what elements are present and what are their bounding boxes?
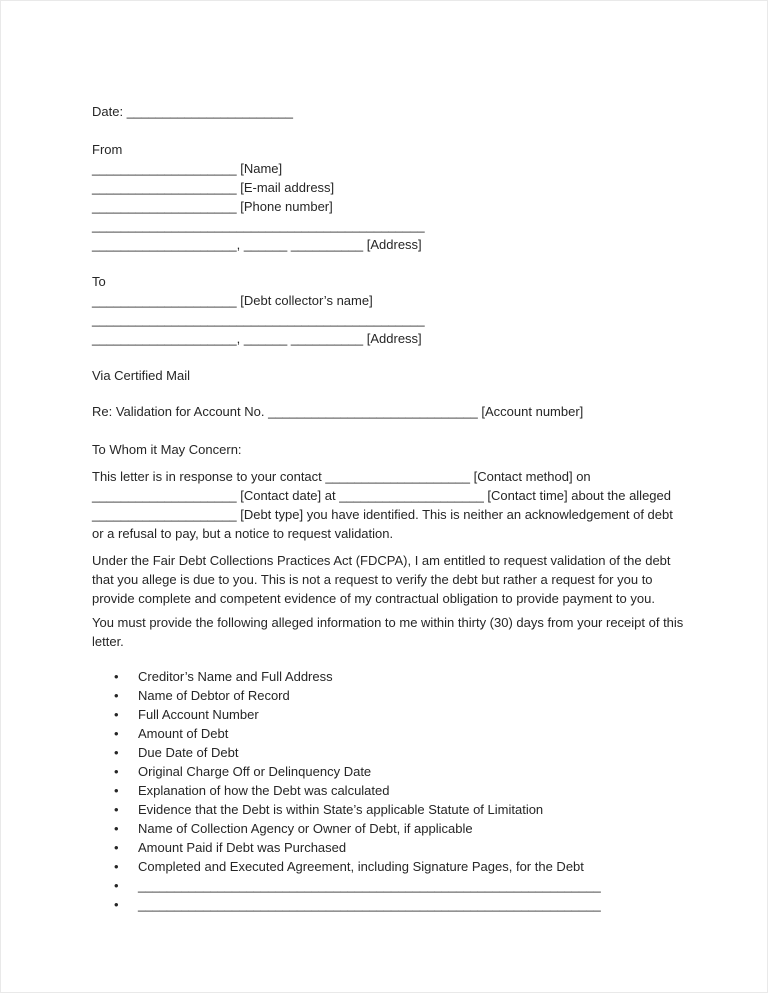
re-label: Re: Validation for Account No. xyxy=(92,404,265,419)
from-city-blank: ____________________, ______ __________ xyxy=(92,237,364,252)
from-block xyxy=(92,140,684,254)
to-name-blank: ____________________ xyxy=(92,293,237,308)
to-city-line xyxy=(92,329,684,348)
list-item: • Completed and Executed Agreement, including Signature Pages, for the Debt xyxy=(92,857,684,876)
to-block xyxy=(92,272,684,348)
paragraph-thirty-days: You must provide the following alleged information to me within thirty (30) days from your receipt of this letter. xyxy=(92,615,684,649)
from-phone-line xyxy=(92,197,684,216)
list-item: • Due Date of Debt xyxy=(92,743,684,762)
date-line xyxy=(92,102,684,121)
from-name-tag: [Name] xyxy=(240,161,283,176)
to-address-tag: [Address] xyxy=(366,331,422,346)
list-item: • Name of Collection Agency or Owner of Debt, if applicable xyxy=(92,819,684,838)
re-line xyxy=(92,402,684,421)
to-name-tag: [Debt collector’s name] xyxy=(240,293,373,308)
to-street-blank: ______________________________________________ xyxy=(92,312,425,327)
paragraph-response: This letter is in response to your contact ____________________ [Contact method] on ____________________ [Contact date] at ____________________ [Contact time] about the alleged ____________________ [Debt type] you have identified. This is neither an acknowledgement of debt or a refusal to pay, but a notice to request validation. xyxy=(92,469,673,541)
from-phone-blank: ____________________ xyxy=(92,199,237,214)
list-item: • Original Charge Off or Delinquency Date xyxy=(92,762,684,781)
from-street-line xyxy=(92,216,684,235)
date-blank: _______________________ xyxy=(126,104,293,119)
list-item: • Amount of Debt xyxy=(92,724,684,743)
from-email-tag: [E-mail address] xyxy=(240,180,335,195)
list-item-blank-line: • ________________________________________________________________ xyxy=(92,876,684,895)
list-item: • Explanation of how the Debt was calculated xyxy=(92,781,684,800)
from-address-tag: [Address] xyxy=(366,237,422,252)
salutation: To Whom it May Concern: xyxy=(92,442,242,457)
re-tag: [Account number] xyxy=(481,404,584,419)
from-email-blank: ____________________ xyxy=(92,180,237,195)
from-city-line xyxy=(92,235,684,254)
list-item: • Amount Paid if Debt was Purchased xyxy=(92,838,684,857)
to-name-line xyxy=(92,291,684,310)
from-name-blank: ____________________ xyxy=(92,161,237,176)
requested-info-list xyxy=(92,667,684,914)
re-blank: _____________________________ xyxy=(268,404,478,419)
list-item-blank-line: • ________________________________________________________________ xyxy=(92,895,684,914)
paragraph-fdcpa: Under the Fair Debt Collections Practices Act (FDCPA), I am entitled to request validation of the debt that you allege is due to you. This is not a request to verify the debt but rather a request for you to provide complete and competent evidence of my contractual obligation to provide payment to you. xyxy=(92,553,671,606)
via-certified-mail-line: Via Certified Mail xyxy=(92,368,191,383)
list-item: • Creditor’s Name and Full Address xyxy=(92,667,684,686)
from-name-line xyxy=(92,159,684,178)
from-street-blank: ______________________________________________ xyxy=(92,218,425,233)
from-heading: From xyxy=(92,142,123,157)
list-item: • Evidence that the Debt is within State’s applicable Statute of Limitation xyxy=(92,800,684,819)
to-heading: To xyxy=(92,274,106,289)
date-label: Date: xyxy=(92,104,124,119)
to-street-line xyxy=(92,310,684,329)
list-item: • Full Account Number xyxy=(92,705,684,724)
list-item: • Name of Debtor of Record xyxy=(92,686,684,705)
from-email-line xyxy=(92,178,684,197)
from-phone-tag: [Phone number] xyxy=(240,199,333,214)
to-city-blank: ____________________, ______ __________ xyxy=(92,331,364,346)
letter-body xyxy=(1,1,768,914)
